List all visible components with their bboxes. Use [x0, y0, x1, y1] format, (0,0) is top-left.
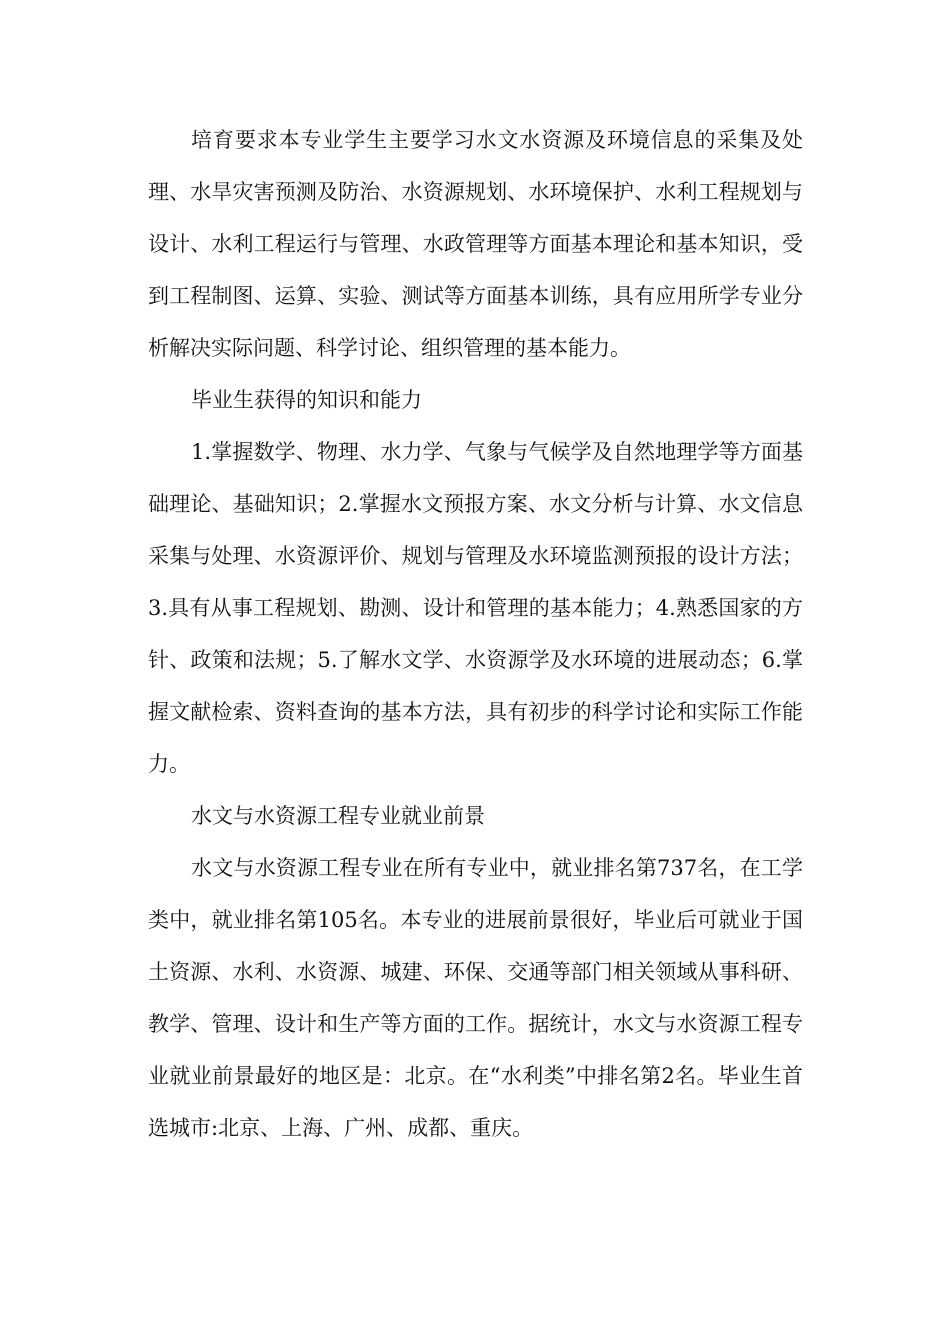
heading-knowledge-and-abilities: 毕业生获得的知识和能力 — [191, 388, 423, 412]
document-body — [148, 114, 803, 1154]
paragraph-training-requirements: 培育要求本专业学生主要学习水文水资源及环境信息的采集及处理、水旱灾害预测及防治、水资源规划、水环境保护、水利工程规划与设计、水利工程运行与管理、水政管理等方面基本理论和基本知识，受到工程制图、运算、实验、测试等方面基本训练，具有应用所学专业分析解决实际问题、科学讨论、组织管理的基本能力。 — [148, 128, 803, 360]
paragraph-employment-details: 水文与水资源工程专业在所有专业中，就业排名第737名，在工学类中，就业排名第105名。本专业的进展前景很好，毕业后可就业于国土资源、水利、水资源、城建、环保、交通等部门相关领域从事科研、教学、管理、设计和生产等方面的工作。据统计，水文与水资源工程专业就业前景最好的地区是：北京。在“水利类”中排名第2名。毕业生首选城市:北京、上海、广州、成都、重庆。 — [148, 856, 803, 1140]
heading-employment-prospects: 水文与水资源工程专业就业前景 — [191, 804, 486, 828]
paragraph-knowledge-list: 1.掌握数学、物理、水力学、气象与气候学及自然地理学等方面基础理论、基础知识；2.掌握水文预报方案、水文分析与计算、水文信息采集与处理、水资源评价、规划与管理及水环境监测预报的设计方法；3.具有从事工程规划、勘测、设计和管理的基本能力；4.熟悉国家的方针、政策和法规；5.了解水文学、水资源学及水环境的进展动态；6.掌握文献检索、资料查询的基本方法，具有初步的科学讨论和实际工作能力。 — [148, 440, 803, 776]
